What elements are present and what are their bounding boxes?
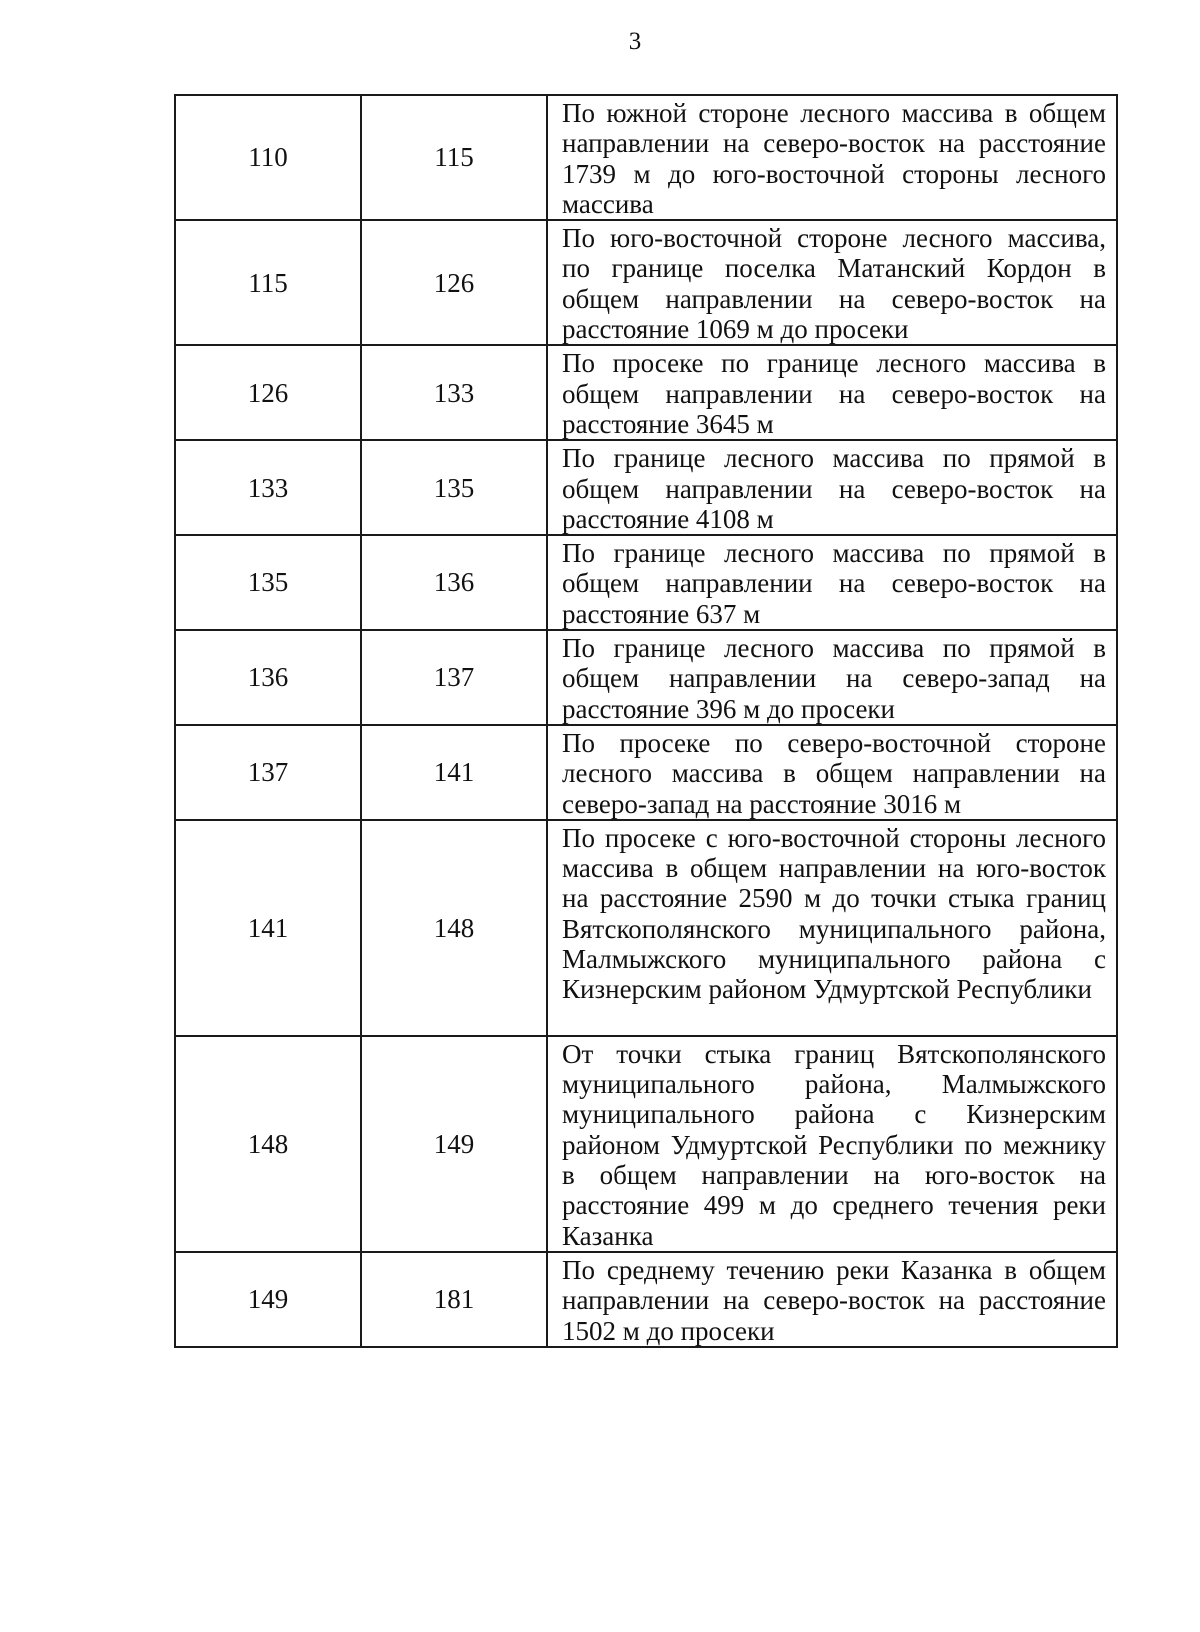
from-point-cell: 149 [175, 1252, 361, 1347]
table-row [175, 535, 1117, 630]
table-row [175, 1252, 1117, 1347]
from-point-cell: 133 [175, 440, 361, 535]
to-point-cell: 181 [361, 1252, 547, 1347]
description-cell: По среднему течению реки Казанка в общем направлении на северо-восток на расстояние 1502 м до просеки [547, 1252, 1117, 1347]
from-point-cell: 148 [175, 1036, 361, 1252]
table-row [175, 345, 1117, 440]
description-cell: По юго-восточной стороне лесного массива, по границе поселка Матанский Кордон в общем направлении на северо-восток на расстояние 1069 м до просеки [547, 220, 1117, 345]
from-point-cell: 137 [175, 725, 361, 820]
from-point-cell: 115 [175, 220, 361, 345]
table-row [175, 220, 1117, 345]
description-cell: По границе лесного массива по прямой в общем направлении на северо-запад на расстояние 396 м до просеки [547, 630, 1117, 725]
to-point-cell: 141 [361, 725, 547, 820]
to-point-cell: 133 [361, 345, 547, 440]
to-point-cell: 137 [361, 630, 547, 725]
description-cell: По южной стороне лесного массива в общем направлении на северо-восток на расстояние 1739 м до юго-восточной стороны лесного массива [547, 95, 1117, 220]
table-row [175, 725, 1117, 820]
table-row [175, 1036, 1117, 1252]
from-point-cell: 141 [175, 820, 361, 1036]
to-point-cell: 136 [361, 535, 547, 630]
table-row [175, 820, 1117, 1036]
to-point-cell: 126 [361, 220, 547, 345]
from-point-cell: 126 [175, 345, 361, 440]
boundary-table [174, 94, 1118, 1348]
description-cell: По просеке по границе лесного массива в общем направлении на северо-восток на расстояние 3645 м [547, 345, 1117, 440]
to-point-cell: 148 [361, 820, 547, 1036]
to-point-cell: 135 [361, 440, 547, 535]
table-row [175, 630, 1117, 725]
description-cell: По границе лесного массива по прямой в общем направлении на северо-восток на расстояние 4108 м [547, 440, 1117, 535]
description-cell: По просеке по северо-восточной стороне лесного массива в общем направлении на северо-запад на расстояние 3016 м [547, 725, 1117, 820]
from-point-cell: 136 [175, 630, 361, 725]
to-point-cell: 149 [361, 1036, 547, 1252]
description-cell: По границе лесного массива по прямой в общем направлении на северо-восток на расстояние 637 м [547, 535, 1117, 630]
description-cell: От точки стыка границ Вятскополянского муниципального района, Малмыжского муниципального района с Кизнерским районом Удмуртской Республики по межнику в общем направлении на юго-восток на расстояние 499 м до среднего течения реки Казанка [547, 1036, 1117, 1252]
from-point-cell: 135 [175, 535, 361, 630]
description-cell: По просеке с юго-восточной стороны лесного массива в общем направлении на юго-восток на расстояние 2590 м до точки стыка границ Вятскополянского муниципального района, Малмыжского муниципального района с Кизнерским районом Удмуртской Республики [547, 820, 1117, 1036]
table-row [175, 440, 1117, 535]
to-point-cell: 115 [361, 95, 547, 220]
page-number: 3 [628, 28, 642, 55]
table-row [175, 95, 1117, 220]
from-point-cell: 110 [175, 95, 361, 220]
